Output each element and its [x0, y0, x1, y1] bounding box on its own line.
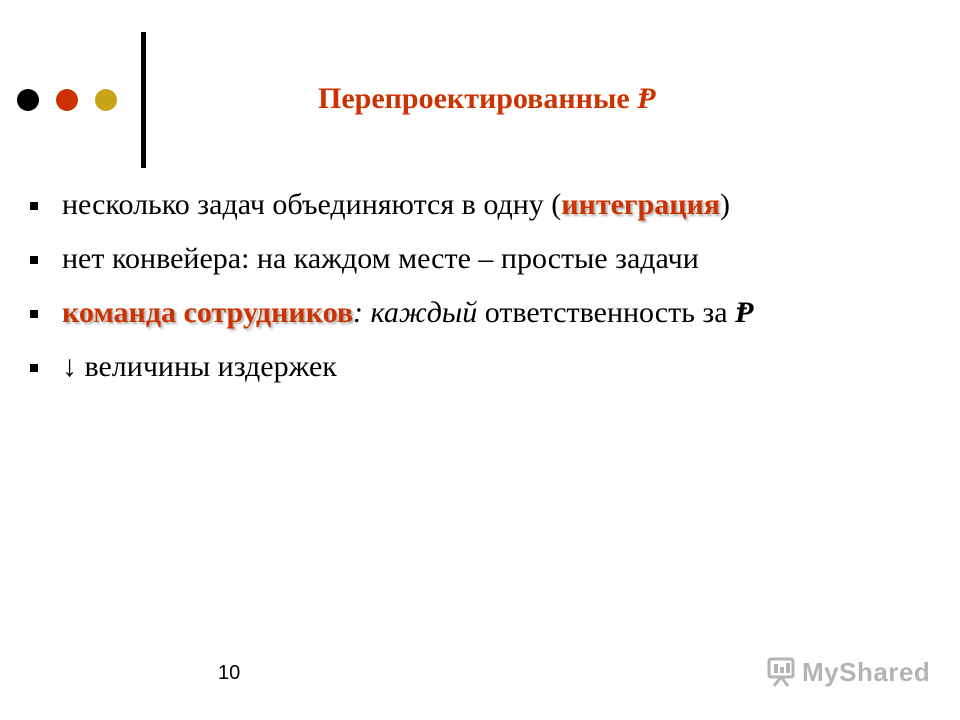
bullet-3-symbol: Ᵽ	[735, 296, 754, 329]
bullet-1-close: )	[720, 188, 730, 221]
bullet-4-text: величины издержек	[77, 350, 337, 383]
bullet-2-text: нет конвейера: на каждом месте – простые задачи	[62, 242, 699, 275]
black-dot	[17, 89, 39, 111]
bullet-3-highlight: команда сотрудников	[62, 296, 354, 329]
bullet-item-2	[22, 236, 942, 290]
red-dot	[56, 89, 78, 111]
bullet-item-4	[22, 344, 942, 398]
bullet-marker	[30, 364, 38, 372]
watermark-text: MyShared	[802, 656, 931, 687]
down-arrow-icon: ↓	[62, 350, 77, 383]
decorative-dots	[17, 89, 117, 111]
bullet-item-1	[22, 182, 942, 236]
page-number: 10	[218, 662, 241, 684]
bullet-3-separator: :	[353, 296, 371, 329]
bullet-marker	[30, 202, 38, 210]
bullet-marker	[30, 256, 38, 264]
vertical-divider	[141, 32, 146, 168]
bullet-item-3	[22, 290, 942, 344]
bullet-3-text: ответственность за	[477, 296, 736, 329]
bullet-1-highlight: интеграция	[561, 188, 720, 221]
bullet-1-text: несколько задач объединяются в одну (	[62, 188, 562, 221]
slide-title-symbol: Ᵽ	[637, 82, 656, 115]
bullet-3-italic: каждый	[370, 296, 478, 329]
bullet-list	[22, 182, 942, 398]
bullet-marker	[30, 310, 38, 318]
slide-title	[318, 82, 656, 116]
slide-title-text: Перепроектированные	[318, 82, 638, 115]
gold-dot	[95, 89, 117, 111]
watermark	[766, 656, 930, 688]
presentation-board-icon	[766, 656, 796, 688]
